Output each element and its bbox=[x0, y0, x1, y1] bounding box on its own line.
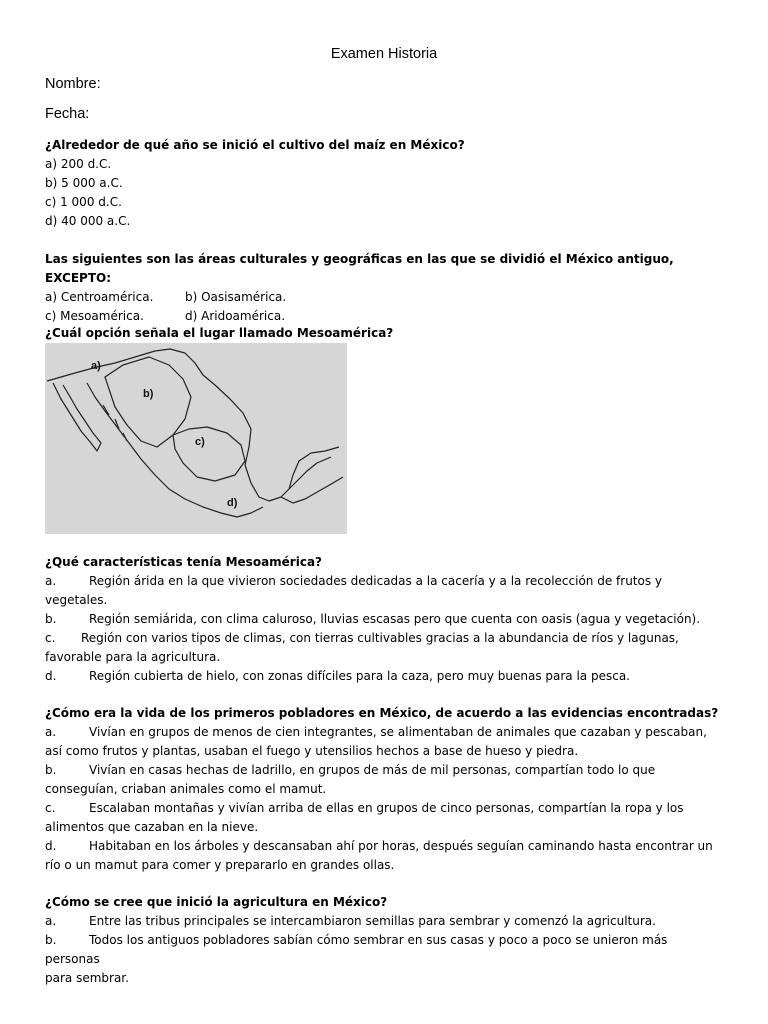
q6-option-b bbox=[45, 931, 725, 969]
option-text: Región con varios tipos de climas, con tierras cultivables gracias a la abundancia de ríos y lagunas, bbox=[81, 631, 679, 645]
option-letter: c. bbox=[45, 801, 56, 815]
question-3-text: ¿Cuál opción señala el lugar llamado Mesoamérica? bbox=[45, 326, 394, 340]
q5-option-b-cont: conseguían, criaban animales como el mamut. bbox=[45, 782, 327, 796]
q1-option-b: b) 5 000 a.C. bbox=[45, 176, 123, 190]
option-letter: d. bbox=[45, 669, 57, 683]
exam-title: Examen Historia bbox=[330, 46, 438, 62]
q1-option-c: c) 1 000 d.C. bbox=[45, 195, 122, 209]
q4-option-a bbox=[45, 572, 725, 591]
question-5 bbox=[45, 704, 725, 875]
option-letter: b. bbox=[45, 933, 57, 947]
option-text: Escalaban montañas y vivían arriba de ellas en grupos de cinco personas, compartían la ropa y los bbox=[89, 801, 684, 815]
question-4-text: ¿Qué características tenía Mesoamérica? bbox=[45, 555, 323, 569]
option-letter: b. bbox=[45, 612, 57, 626]
q2-option-a: a) Centroamérica. bbox=[45, 290, 154, 304]
question-2-text: Las siguientes son las áreas culturales y geográficas en las que se dividió el México antiguo, EXCEPTO: bbox=[45, 252, 674, 285]
q5-option-c bbox=[45, 799, 725, 818]
option-letter: a. bbox=[45, 914, 57, 928]
q6-option-a bbox=[45, 912, 725, 931]
option-text: Todos los antiguos pobladores sabían cómo sembrar en sus casas y poco a poco se unieron más personas bbox=[45, 933, 668, 966]
q2-option-b: b) Oasisamérica. bbox=[185, 290, 287, 304]
q4-option-d bbox=[45, 667, 725, 686]
q1-option-d: d) 40 000 a.C. bbox=[45, 214, 131, 228]
q5-option-a bbox=[45, 723, 725, 742]
q6-option-b-cont: para sembrar. bbox=[45, 971, 129, 985]
option-text: Región árida en la que vivieron sociedades dedicadas a la cacería y a la recolección de frutos y bbox=[89, 574, 663, 588]
q5-option-d-cont: río o un mamut para comer y prepararlo en grandes ollas. bbox=[45, 858, 395, 872]
q4-option-a-cont: vegetales. bbox=[45, 593, 108, 607]
option-letter: a. bbox=[45, 725, 57, 739]
map-label-a: a) bbox=[91, 360, 101, 372]
map-label-c: c) bbox=[195, 436, 205, 448]
question-1-text: ¿Alrededor de qué año se inició el cultivo del maíz en México? bbox=[45, 138, 465, 152]
option-text: Habitaban en los árboles y descansaban ahí por horas, después seguían caminando hasta encontrar un bbox=[89, 839, 713, 853]
option-letter: d. bbox=[45, 839, 57, 853]
q2-row-1 bbox=[45, 288, 725, 307]
q4-option-c-cont: favorable para la agricultura. bbox=[45, 650, 221, 664]
date-label: Fecha: bbox=[45, 106, 90, 122]
map-label-b: b) bbox=[143, 388, 154, 400]
q2-option-c: c) Mesoamérica. bbox=[45, 309, 144, 323]
option-text: Vivían en casas hechas de ladrillo, en grupos de más de mil personas, compartían todo lo que bbox=[89, 763, 656, 777]
mexico-map-drawing bbox=[45, 343, 347, 534]
question-1 bbox=[45, 136, 725, 231]
option-text: Vivían en grupos de menos de cien integrantes, se alimentaban de animales que cazaban y pescaban, bbox=[89, 725, 707, 739]
question-3 bbox=[45, 324, 725, 343]
option-letter: a. bbox=[45, 574, 57, 588]
q5-option-d bbox=[45, 837, 725, 856]
q5-option-b bbox=[45, 761, 725, 780]
question-4 bbox=[45, 553, 725, 686]
question-2 bbox=[45, 250, 725, 326]
question-6-text: ¿Cómo se cree que inició la agricultura en México? bbox=[45, 895, 388, 909]
option-text: Entre las tribus principales se intercambiaron semillas para sembrar y comenzó la agricultura. bbox=[89, 914, 656, 928]
q4-option-b bbox=[45, 610, 725, 629]
q1-option-a: a) 200 d.C. bbox=[45, 157, 112, 171]
option-letter: c. bbox=[45, 631, 56, 645]
q5-option-a-cont: así como frutos y plantas, usaban el fuego y utensilios hechos a base de hueso y piedra. bbox=[45, 744, 579, 758]
question-5-text: ¿Cómo era la vida de los primeros pobladores en México, de acuerdo a las evidencias encontradas? bbox=[45, 706, 719, 720]
q4-option-c bbox=[45, 629, 725, 648]
option-text: Región cubierta de hielo, con zonas difíciles para la caza, pero muy buenas para la pesca. bbox=[89, 669, 630, 683]
option-text: Región semiárida, con clima caluroso, lluvias escasas pero que cuenta con oasis (agua y vegetación). bbox=[89, 612, 701, 626]
question-6 bbox=[45, 893, 725, 988]
mexico-map bbox=[45, 343, 347, 534]
name-label: Nombre: bbox=[45, 76, 101, 92]
option-letter: b. bbox=[45, 763, 57, 777]
q2-option-d: d) Aridoamérica. bbox=[185, 309, 286, 323]
q5-option-c-cont: alimentos que cazaban en la nieve. bbox=[45, 820, 259, 834]
map-label-d: d) bbox=[227, 497, 238, 509]
